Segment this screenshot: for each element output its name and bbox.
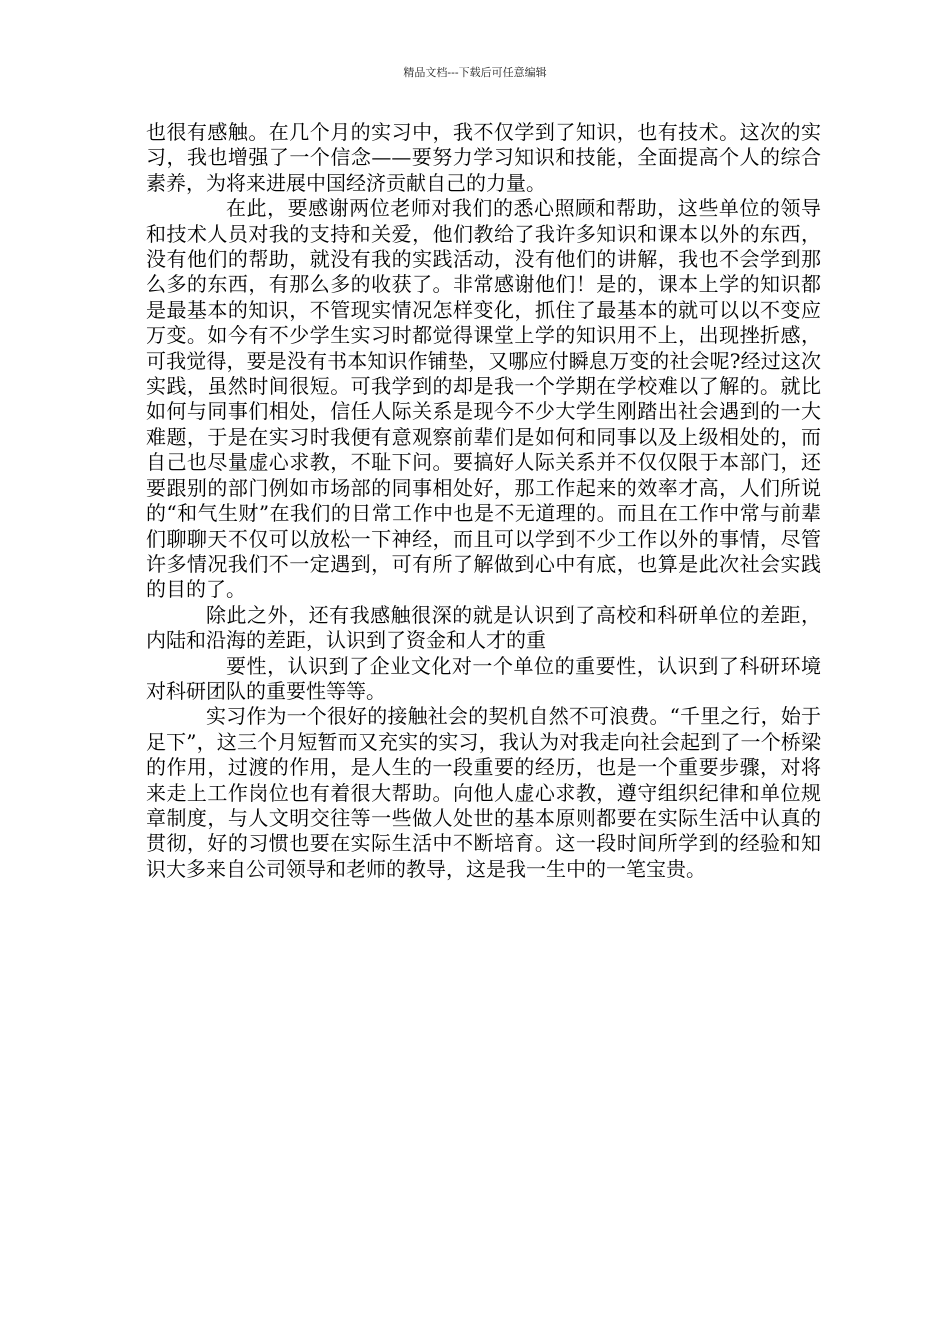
- paragraph-5: 实习作为一个很好的接触社会的契机自然不可浪费。“千里之行，始于足下”，这三个月短暂而又充实的实习，我认为对我走向社会起到了一个桥梁的作用，过渡的作用，是人生的一段重要的经历，也是一个重要步骤，对将来走上工作岗位也有着很大帮助。向他人虚心求教，遵守组织纪律和单位规章制度，与人文明交往等一些做人处世的基本原则都要在实际生活中认真的贯彻，好的习惯也要在实际生活中不断培育。这一段时间所学到的经验和知识大多来自公司领导和老师的教导，这是我一生中的一笔宝贵。: [146, 704, 821, 881]
- paragraph-3: 除此之外，还有我感触很深的就是认识到了高校和科研单位的差距，内陆和沿海的差距，认识到了资金和人才的重: [146, 602, 821, 653]
- paragraph-4: 要性，认识到了企业文化对一个单位的重要性，认识到了科研环境对科研团队的重要性等等。: [146, 653, 821, 703]
- paragraph-2: 在此，要感谢两位老师对我们的悉心照顾和帮助，这些单位的领导和技术人员对我的支持和关爱，他们教给了我许多知识和课本以外的东西，没有他们的帮助，就没有我的实践活动，没有他们的讲解，我也不会学到那么多的东西，有那么多的收获了。非常感谢他们！是的，课本上学的知识都是最基本的知识，不管现实情况怎样变化，抓住了最基本的就可以以不变应万变。如今有不少学生实习时都觉得课堂上学的知识用不上，出现挫折感，可我觉得，要是没有书本知识作铺垫，又哪应付瞬息万变的社会呢?经过这次实践，虽然时间很短。可我学到的却是我一个学期在学校难以了解的。就比如何与同事们相处，信任人际关系是现今不少大学生刚踏出社会遇到的一大难题，于是在实习时我便有意观察前辈们是如何和同事以及上级相处的，而自己也尽量虚心求教，不耻下问。要搞好人际关系并不仅仅限于本部门，还要跟别的部门例如市场部的同事相处好，那工作起来的效率才高，人们所说的“和气生财”在我们的日常工作中也是不无道理的。而且在工作中常与前辈们聊聊天不仅可以放松一下神经，而且可以学到不少工作以外的事情，尽管许多情况我们不一定遇到，可有所了解做到心中有底，也算是此次社会实践的目的了。: [146, 196, 821, 602]
- paragraph-1: 也很有感触。在几个月的实习中，我不仅学到了知识，也有技术。这次的实习，我也增强了一个信念——要努力学习知识和技能，全面提高个人的综合素养，为将来进展中国经济贡献自己的力量。: [146, 120, 821, 195]
- page-header: 精品文档---下载后可任意编辑: [403, 66, 547, 79]
- document-body: [146, 120, 821, 882]
